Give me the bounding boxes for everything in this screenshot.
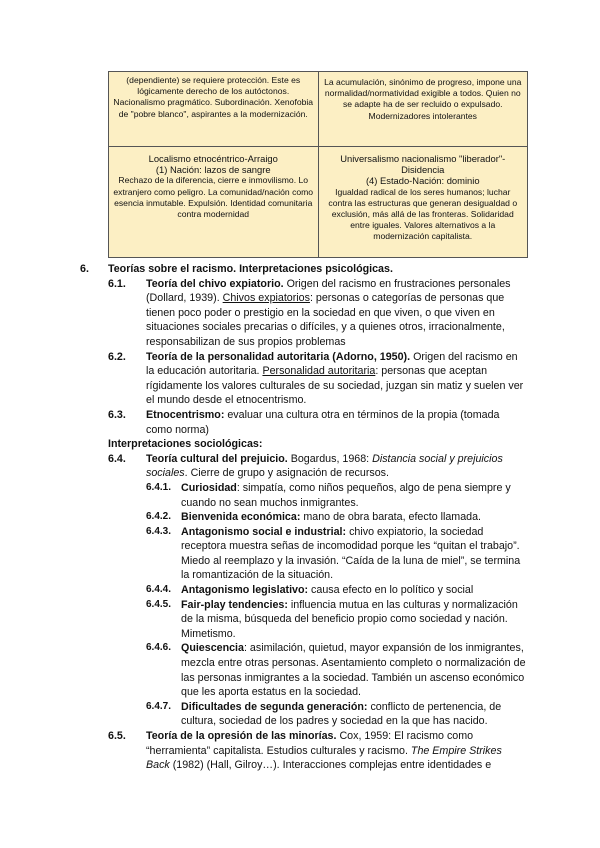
section-6-4-5 xyxy=(0,598,600,642)
section-text: mano de obra barata, efecto llamada. xyxy=(300,511,482,524)
section-6-5 xyxy=(0,729,600,773)
section-number: 6.4.6. xyxy=(146,642,172,654)
section-text: : asimilación, quietud, mayor expansión de los inmigrantes, mezcla entre otras personas. Asentamiento completo o normalización de las personas inmigrantes a la sociedad. También un ascenso económico que les aporta estatus en la sociedad. xyxy=(181,642,526,699)
section-text: Cox, 1959: El racismo como “herramienta” capitalista. Estudios culturales y racismo. xyxy=(146,730,474,757)
section-6-2 xyxy=(0,350,600,408)
section-text: evaluar una cultura otra en términos de la propia (tomada como norma) xyxy=(146,408,500,436)
ideology-table xyxy=(108,71,528,258)
outline xyxy=(0,262,600,773)
section-title: Antagonismo social e industrial: xyxy=(181,525,347,538)
section-title: Teoría cultural del prejuicio. xyxy=(146,452,288,465)
section-number: 6.4.3. xyxy=(146,525,172,537)
cell-text: Rechazo de la diferencia, cierre e inmovilismo. Lo extranjero como peligro. La comunidad/nación como esencia inmutable. Expulsión. Identidad comunitaria contra modernidad xyxy=(113,175,314,220)
section-text: Origen del racismo en la educación autoritaria. xyxy=(146,350,518,378)
section-6-4-1 xyxy=(0,481,600,510)
section-6 xyxy=(0,262,600,277)
cell-title: Universalismo nacionalismo "liberador"-Disidencia xyxy=(340,153,506,176)
section-number: 6.2. xyxy=(108,350,126,363)
section-6-4-2 xyxy=(0,510,600,525)
section-text: conflicto de pertenencia, de cultura, sociedad de los padres y sociedad en la que has nacido. xyxy=(181,700,502,728)
section-6-3 xyxy=(0,408,600,437)
table-row xyxy=(109,147,528,258)
section-title: Fair-play tendencies: xyxy=(181,598,288,611)
table-cell-r2c1 xyxy=(109,147,319,258)
section-text: : personas que aceptan rígidamente los valores culturales de su sociedad, juzgan sin matiz y suelen ver el mundo desde el etnocentrismo. xyxy=(146,365,524,407)
section-text: chivo expiatorio, la sociedad receptora muestra señas de incomodidad porque les “quitan el trabajo”. Miedo al reemplazo y la invasión. “Caída de la luna de miel”, se termina la romantización de la situación. xyxy=(181,525,521,582)
section-6-1 xyxy=(0,277,600,350)
section-title: Teoría del chivo expiatorio. xyxy=(146,277,284,290)
section-number: 6.4.7. xyxy=(146,700,172,712)
section-number: 6.4.4. xyxy=(146,584,172,596)
subheading: Interpretaciones sociológicas: xyxy=(108,438,263,451)
table-cell-r1c2 xyxy=(318,72,528,147)
section-text: . Cierre de grupo y asignación de recursos. xyxy=(184,467,389,480)
section-number: 6.4.5. xyxy=(146,598,172,610)
cell-subtitle: (1) Nación: lazos de sangre xyxy=(155,164,271,176)
section-title: Antagonismo legislativo: xyxy=(181,584,309,597)
cell-text: La acumulación, sinónimo de progreso, impone una normalidad/normatividad exigible a todos. Quien no se adapte ha de ser recluido o expulsado. Modernizadores intolerantes xyxy=(324,77,522,121)
table-cell-r1c1 xyxy=(109,72,319,147)
underlined-term: Personalidad autoritaria xyxy=(262,365,376,378)
sociological-heading xyxy=(0,437,600,452)
section-title: Teorías sobre el racismo. Interpretaciones psicológicas. xyxy=(108,263,393,275)
section-number: 6.1. xyxy=(108,277,126,290)
section-title: Bienvenida económica: xyxy=(181,511,301,524)
cell-title: Localismo etnocéntrico-Arraigo xyxy=(148,153,278,164)
section-number: 6.4.1. xyxy=(146,481,172,493)
section-title: Teoría de la personalidad autoritaria (Adorno, 1950). xyxy=(146,350,411,363)
section-number: 6.5. xyxy=(108,730,126,742)
section-text: : personas o categorías de personas que tienen poco poder o prestigio en la sociedad en que viven, o que viven en situaciones sociales precarias o difíciles, y a quienes otros, irracionalmente, responsabilizan de sus propios problemas xyxy=(146,292,505,348)
italic-title: Distancia social y prejuicios sociales xyxy=(146,452,503,480)
section-text: Origen del racismo en frustraciones personales (Dollard, 1939). xyxy=(146,277,511,305)
underlined-term: Chivos expiatorios xyxy=(222,292,310,305)
section-number: 6.3. xyxy=(108,408,126,421)
section-text: influencia mutua en las culturas y normalización de la misma, búsqueda del beneficio propio como sociedad y nación. Mimetismo. xyxy=(181,598,518,640)
section-text: : simpatía, como niños pequeños, algo de pena siempre y cuando no sean muchos inmigrantes. xyxy=(181,481,511,509)
section-title: Teoría de la opresión de las minorías. xyxy=(146,730,337,742)
cell-text: Igualdad radical de los seres humanos; luchar contra las estructuras que generan desigualdad o exclusión, más allá de las fronteras. Solidaridad entre iguales. Valores alternativos a la modernización capitalista. xyxy=(328,186,518,242)
section-number: 6.4. xyxy=(108,452,126,465)
italic-title: The Empire Strikes Back xyxy=(146,744,502,772)
section-number: 6. xyxy=(80,263,89,275)
section-text: causa efecto en lo político y social xyxy=(308,584,474,597)
section-6-4 xyxy=(0,452,600,481)
section-title: Curiosidad xyxy=(181,481,237,494)
section-text: (1982) (Hall, Gilroy…). Interacciones complejas entre identidades e xyxy=(169,759,492,772)
section-text: Bogardus, 1968: xyxy=(287,452,373,465)
section-6-4-4 xyxy=(0,583,600,598)
section-title: Quiescencia xyxy=(181,642,244,655)
section-title: Dificultades de segunda generación: xyxy=(181,700,368,713)
section-6-4-3 xyxy=(0,525,600,583)
table-cell-r2c2 xyxy=(318,147,528,258)
cell-text: (dependiente) se requiere protección. Este es lógicamente derecho de los autóctonos. Nacionalismo pragmático. Subordinación. Xenofobia de "pobre blanco", aspirantes a la modernización. xyxy=(113,75,314,119)
table-row xyxy=(109,72,528,147)
section-number: 6.4.2. xyxy=(146,511,172,523)
section-title: Etnocentrismo: xyxy=(146,408,225,421)
section-6-4-7 xyxy=(0,700,600,729)
cell-subtitle: (4) Estado-Nación: dominio xyxy=(365,175,480,187)
section-6-4-6 xyxy=(0,641,600,699)
